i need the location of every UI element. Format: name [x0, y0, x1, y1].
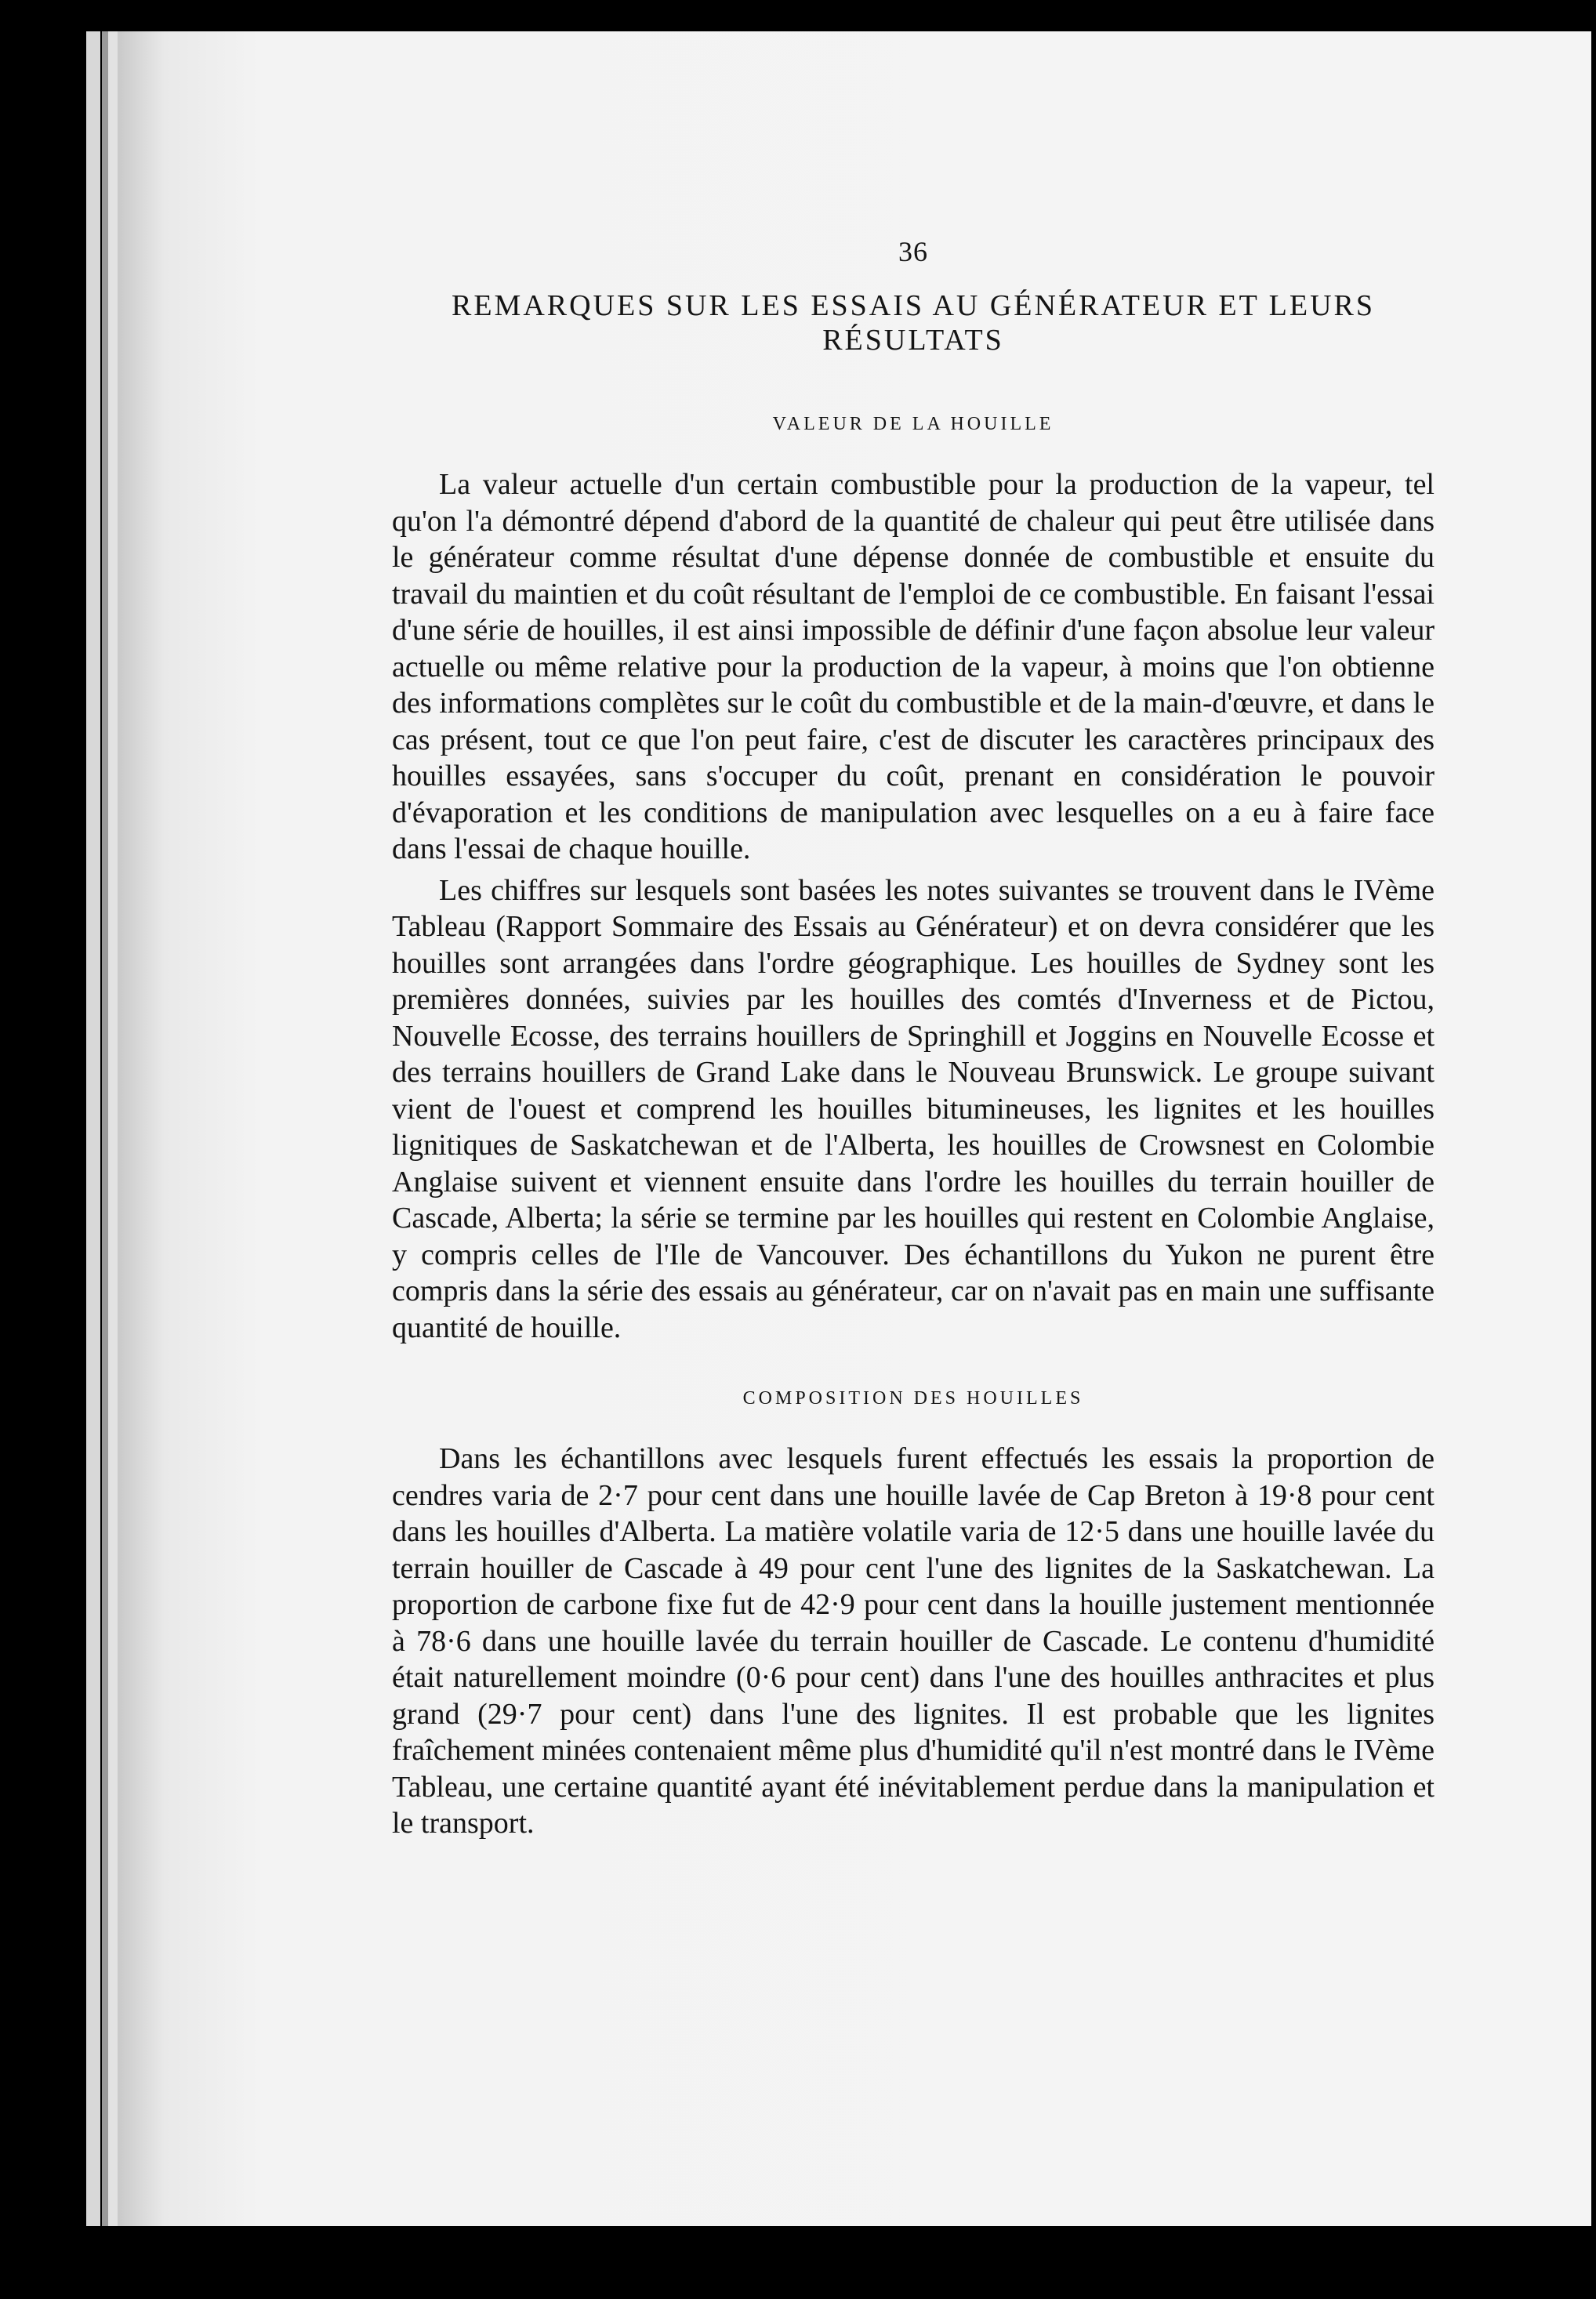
paragraph: Les chiffres sur lesquels sont basées les notes suivantes se trouvent dans le IVème Tableau (Rapport Sommaire des Essais au Générateur) et on devra considérer que les houilles sont arrangées dans l'ordre géographique. Les houilles de Sydney sont les premières données, suivies par les houilles des comtés d'Inverness et de Pictou, Nouvelle Ecosse, des terrains houillers de Springhill et Joggins en Nouvelle Ecosse et des terrains houillers de Grand Lake dans le Nouveau Brunswick. Le groupe suivant vient de l'ouest et comprend les houilles bitumineuses, les lignites et les houilles lignitiques de Saskatchewan et de l'Alberta, les houilles de Crowsnest en Colombie Anglaise suivent et viennent ensuite dans l'ordre les houilles du terrain houiller de Cascade, Alberta; la série se termine par les houilles qui restent en Colombie Anglaise, y compris celles de l'Ile de Vancouver. Des échantillons du Yukon ne purent être compris dans la série des essais au générateur, car on n'avait pas en main une suffisante quantité de houille.: [392, 873, 1435, 1344]
paragraph: Dans les échantillons avec lesquels furent effectués les essais la proportion de cendres varia de 2·7 pour cent dans une houille lavée de Cap Breton à 19·8 pour cent dans les houilles d'Alberta. La matière volatile varia de 12·5 dans une houille lavée du terrain houiller de Cascade à 49 pour cent l'une des lignites de la Saskatchewan. La proportion de carbone fixe fut de 42·9 pour cent dans la houille justement mentionnée à 78·6 dans une houille lavée du terrain houiller de Cascade. Le contenu d'humidité était naturellement moindre (0·6 pour cent) dans l'une des houilles anthracites et plus grand (29·7 pour cent) dans l'une des lignites. Il est probable que les lignites fraîchement minées contenaient même plus d'humidité qu'il n'est montré dans le IVème Tableau, une certaine quantité ayant été inévitablement perdue dans la manipulation et le transport.: [392, 1442, 1435, 1840]
paragraph: La valeur actuelle d'un certain combustible pour la production de la vapeur, tel qu'on l'a démontré dépend d'abord de la quantité de chaleur qui peut être utilisée dans le générateur comme résultat d'une dépense donnée de combustible et ensuite du travail du maintien et du coût résultant de l'emploi de ce combustible. En faisant l'essai d'une série de houilles, il est ainsi impossible de définir d'une façon absolue leur valeur actuelle ou même relative pour la production de la vapeur, à moins que l'on obtienne des informations complètes sur le coût du combustible et de la main-d'œuvre, et dans le cas présent, tout ce que l'on peut faire, c'est de discuter les caractères principaux des houilles essayées, sans s'occuper du coût, prenant en considération le pouvoir d'évaporation et les conditions de manipulation avec lesquelles on a eu à faire face dans l'essai de chaque houille.: [392, 468, 1435, 865]
section-heading-composition: COMPOSITION DES HOUILLES: [742, 1388, 1084, 1409]
binding-edge: [86, 31, 100, 2226]
page-content: [392, 235, 1435, 1842]
page-number: 36: [898, 236, 928, 267]
section-gap: [392, 1346, 1435, 1388]
section-heading-valeur: VALEUR DE LA HOUILLE: [772, 414, 1054, 434]
binding-edge-inner: [108, 31, 118, 2226]
binding-shadow: [102, 31, 108, 2226]
page-title: REMARQUES SUR LES ESSAIS AU GÉNÉRATEUR ET LEURS RÉSULTATS: [451, 289, 1376, 357]
